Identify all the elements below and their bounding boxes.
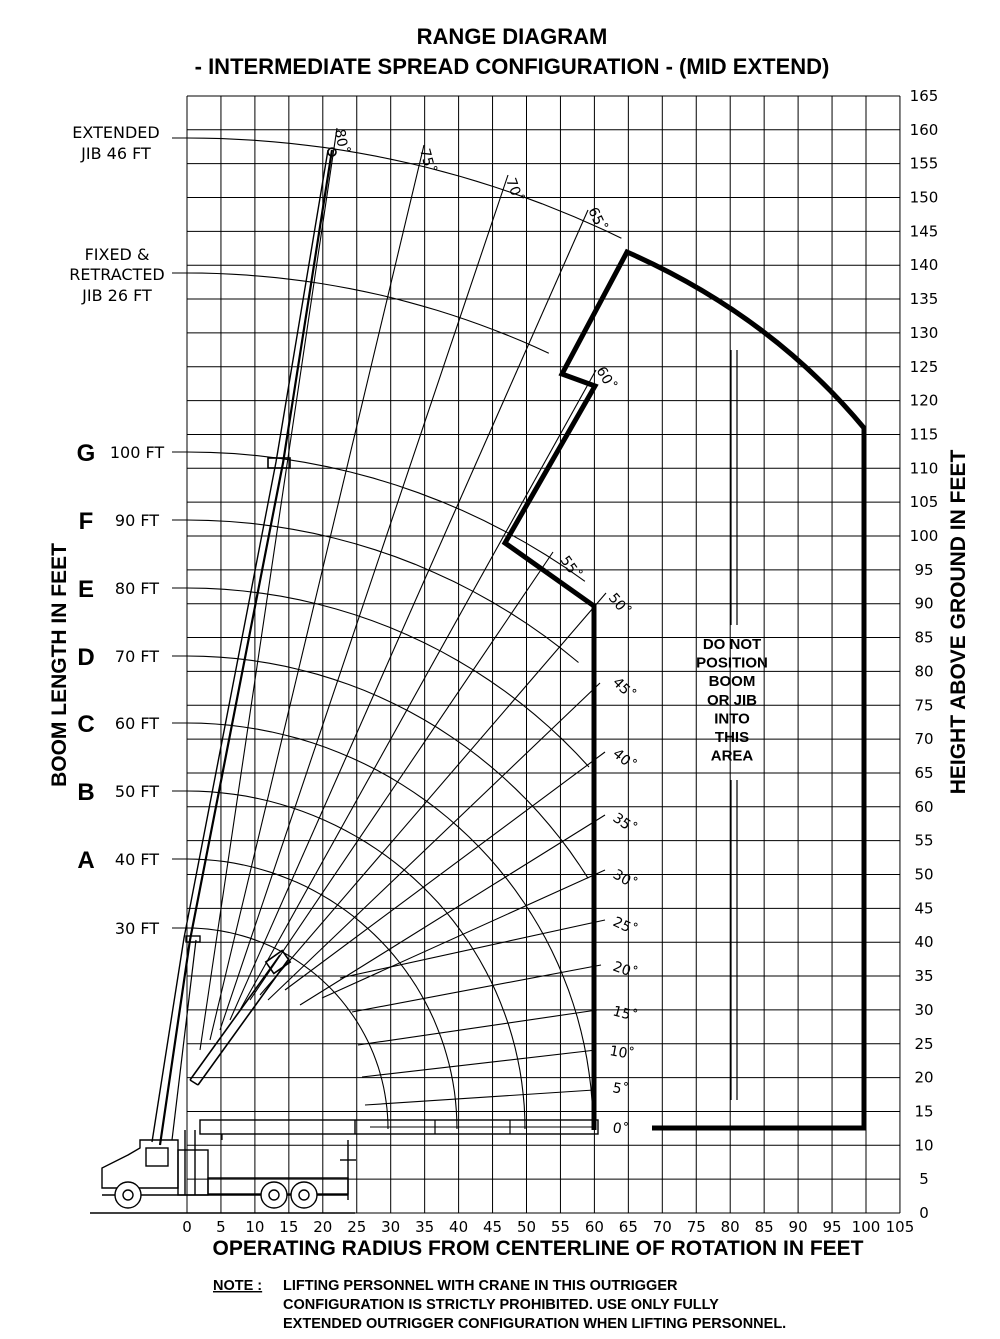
y-tick-label: 135 xyxy=(909,290,939,309)
y-tick-label: 25 xyxy=(914,1034,934,1053)
boom-letter: C xyxy=(77,711,95,738)
boom-letter: A xyxy=(77,847,95,874)
angle-label: 65˚ xyxy=(584,204,610,235)
y-tick-label: 155 xyxy=(909,154,939,173)
x-axis-title: OPERATING RADIUS FROM CENTERLINE OF ROTATION IN FEET xyxy=(212,1237,864,1260)
jib-arc xyxy=(187,138,621,238)
grid xyxy=(187,96,900,1213)
angle-line xyxy=(352,965,601,1012)
y-tick-label: 5 xyxy=(919,1170,929,1189)
boom-length-arc xyxy=(187,452,585,581)
x-tick-label: 60 xyxy=(584,1218,604,1236)
x-tick-label: 75 xyxy=(686,1218,706,1236)
angle-label: 0˚ xyxy=(611,1120,630,1139)
note-label: NOTE : xyxy=(213,1278,263,1294)
extended-jib-label-line1: EXTENDED xyxy=(72,123,160,142)
restricted-area-text-line: INTO xyxy=(714,710,750,728)
y-tick-label: 65 xyxy=(914,763,934,782)
boom-length-label: 90 FT xyxy=(114,511,160,530)
boom-length-label: 60 FT xyxy=(114,714,160,733)
boom-length-arc xyxy=(187,723,593,1129)
x-tick-label: 100 xyxy=(851,1218,881,1236)
fixed-jib-label-line3: JIB 26 FT xyxy=(82,286,152,305)
angle-label: 80˚ xyxy=(331,127,352,156)
y-tick-label: 85 xyxy=(914,628,934,647)
extended-jib-label-line2: JIB 46 FT xyxy=(81,144,151,163)
boom-length-label: 70 FT xyxy=(114,647,160,666)
boom-length-label: 100 FT xyxy=(109,443,165,462)
x-tick-label: 15 xyxy=(279,1218,299,1236)
x-tick-label: 50 xyxy=(516,1218,537,1236)
x-tick-label: 0 xyxy=(182,1218,192,1236)
fixed-jib-label-line2: RETRACTED xyxy=(69,265,165,284)
truck-illustration xyxy=(102,1130,356,1208)
x-tick-label: 25 xyxy=(347,1218,367,1236)
x-tick-label: 70 xyxy=(652,1218,672,1236)
boom-length-labels xyxy=(77,440,188,938)
y-tick-label: 40 xyxy=(914,933,934,952)
restricted-area-text-line: OR JIB xyxy=(706,691,758,709)
y-tick-label: 110 xyxy=(909,459,939,478)
x-tick-label: 35 xyxy=(415,1218,435,1236)
angle-label: 50˚ xyxy=(604,590,634,620)
angle-line xyxy=(210,145,424,1040)
boom-letter: G xyxy=(76,440,96,467)
restricted-area-text xyxy=(696,636,768,765)
y-tick-label: 30 xyxy=(914,1000,934,1019)
y-tick-label: 130 xyxy=(909,323,939,342)
y-tick-label: 50 xyxy=(914,865,934,884)
x-tick-label: 105 xyxy=(885,1218,915,1236)
angle-line xyxy=(365,1090,594,1105)
angle-line xyxy=(358,1010,597,1045)
x-axis-ticks xyxy=(182,1218,914,1236)
boom-letter: D xyxy=(77,644,95,671)
angle-label: 40˚ xyxy=(609,745,639,775)
y-tick-label: 165 xyxy=(909,86,939,105)
note-line-1: LIFTING PERSONNEL WITH CRANE IN THIS OUTRIGGER xyxy=(283,1278,678,1294)
angle-label: 45˚ xyxy=(609,674,639,704)
x-tick-label: 55 xyxy=(550,1218,570,1236)
y-tick-label: 20 xyxy=(914,1068,934,1087)
restricted-area-text-line: AREA xyxy=(710,747,754,765)
angle-label: 75˚ xyxy=(416,146,439,176)
x-tick-label: 65 xyxy=(618,1218,638,1236)
y-tick-label: 95 xyxy=(914,560,934,579)
angle-label: 5˚ xyxy=(611,1080,630,1099)
boom-length-label: 40 FT xyxy=(114,850,160,869)
angle-label: 55˚ xyxy=(556,553,585,583)
y-tick-label: 0 xyxy=(919,1204,929,1222)
angle-label: 60˚ xyxy=(592,364,619,394)
x-tick-label: 45 xyxy=(483,1218,503,1236)
boom-length-label: 80 FT xyxy=(114,579,160,598)
boom-length-label: 50 FT xyxy=(114,782,160,801)
y-tick-label: 15 xyxy=(914,1102,934,1121)
y-tick-label: 80 xyxy=(914,662,934,681)
y-tick-label: 60 xyxy=(914,797,934,816)
x-tick-label: 40 xyxy=(449,1218,469,1236)
x-tick-label: 30 xyxy=(381,1218,401,1236)
y-tick-label: 10 xyxy=(914,1136,934,1155)
angle-line xyxy=(322,870,605,998)
boom-length-arcs xyxy=(187,138,621,1129)
y-tick-label: 150 xyxy=(909,188,939,207)
crane-boom-and-jib xyxy=(152,148,336,1145)
restricted-area-text-line: THIS xyxy=(714,729,750,746)
angle-label: 15˚ xyxy=(610,1003,640,1026)
diagram-subtitle: - INTERMEDIATE SPREAD CONFIGURATION - (MID EXTEND) xyxy=(194,54,830,79)
angle-label: 35˚ xyxy=(609,810,640,838)
boom-letter: F xyxy=(78,508,94,535)
boom-angle-lines xyxy=(200,128,606,1127)
boom-length-arc xyxy=(187,859,457,1129)
y-tick-label: 145 xyxy=(909,222,939,241)
restricted-area-boundary xyxy=(505,252,864,1130)
y-tick-label: 35 xyxy=(914,967,934,986)
angle-line xyxy=(250,552,553,1000)
y-tick-label: 140 xyxy=(909,256,939,275)
y-tick-label: 105 xyxy=(909,493,939,512)
boom-letter: B xyxy=(77,779,95,806)
outrigger-beam xyxy=(200,1120,598,1140)
y-tick-label: 120 xyxy=(909,391,939,410)
y-tick-label: 75 xyxy=(914,696,934,715)
x-tick-label: 85 xyxy=(754,1218,774,1236)
x-tick-label: 90 xyxy=(788,1218,808,1236)
x-tick-label: 5 xyxy=(216,1218,226,1236)
y-tick-label: 115 xyxy=(909,425,939,444)
right-axis-title: HEIGHT ABOVE GROUND IN FEET xyxy=(947,449,970,795)
restricted-area-text-line: BOOM xyxy=(708,673,756,691)
angle-label: 20˚ xyxy=(610,958,640,983)
y-tick-label: 125 xyxy=(909,357,939,376)
boom-length-arc xyxy=(187,588,589,767)
y-axis-ticks xyxy=(910,87,939,1222)
diagram-title: RANGE DIAGRAM xyxy=(416,24,608,49)
x-tick-label: 20 xyxy=(313,1218,333,1236)
note-line-2: CONFIGURATION IS STRICTLY PROHIBITED. USE ONLY FULLY xyxy=(283,1297,719,1313)
x-tick-label: 10 xyxy=(245,1218,265,1236)
y-tick-label: 55 xyxy=(914,831,934,850)
angle-label: 70˚ xyxy=(502,175,526,205)
boom-length-label: 30 FT xyxy=(114,919,160,938)
angle-line xyxy=(340,920,605,978)
restricted-area-text-line: DO NOT xyxy=(702,636,762,653)
angle-label: 30˚ xyxy=(610,866,640,893)
y-tick-label: 160 xyxy=(909,120,939,139)
boom-letter: E xyxy=(77,576,95,603)
angle-label: 10˚ xyxy=(608,1043,636,1064)
angle-label: 25˚ xyxy=(610,914,640,940)
y-tick-label: 100 xyxy=(909,527,939,545)
jib-arc xyxy=(187,273,549,353)
fixed-jib-label-line1: FIXED & xyxy=(84,245,150,264)
angle-line xyxy=(230,210,588,1020)
note-line-3: EXTENDED OUTRIGGER CONFIGURATION WHEN LIFTING PERSONNEL. xyxy=(283,1316,787,1332)
x-tick-label: 95 xyxy=(822,1218,842,1236)
angle-line xyxy=(268,683,600,1000)
jib-labels xyxy=(172,138,188,273)
y-tick-label: 45 xyxy=(914,899,934,918)
angle-line xyxy=(260,593,606,995)
restricted-area-text-line: POSITION xyxy=(696,654,768,672)
left-axis-title: BOOM LENGTH IN FEET xyxy=(48,543,71,787)
y-tick-label: 70 xyxy=(914,730,934,749)
x-tick-label: 80 xyxy=(720,1218,740,1236)
y-tick-label: 90 xyxy=(914,594,934,613)
boom-length-arc xyxy=(187,656,588,878)
